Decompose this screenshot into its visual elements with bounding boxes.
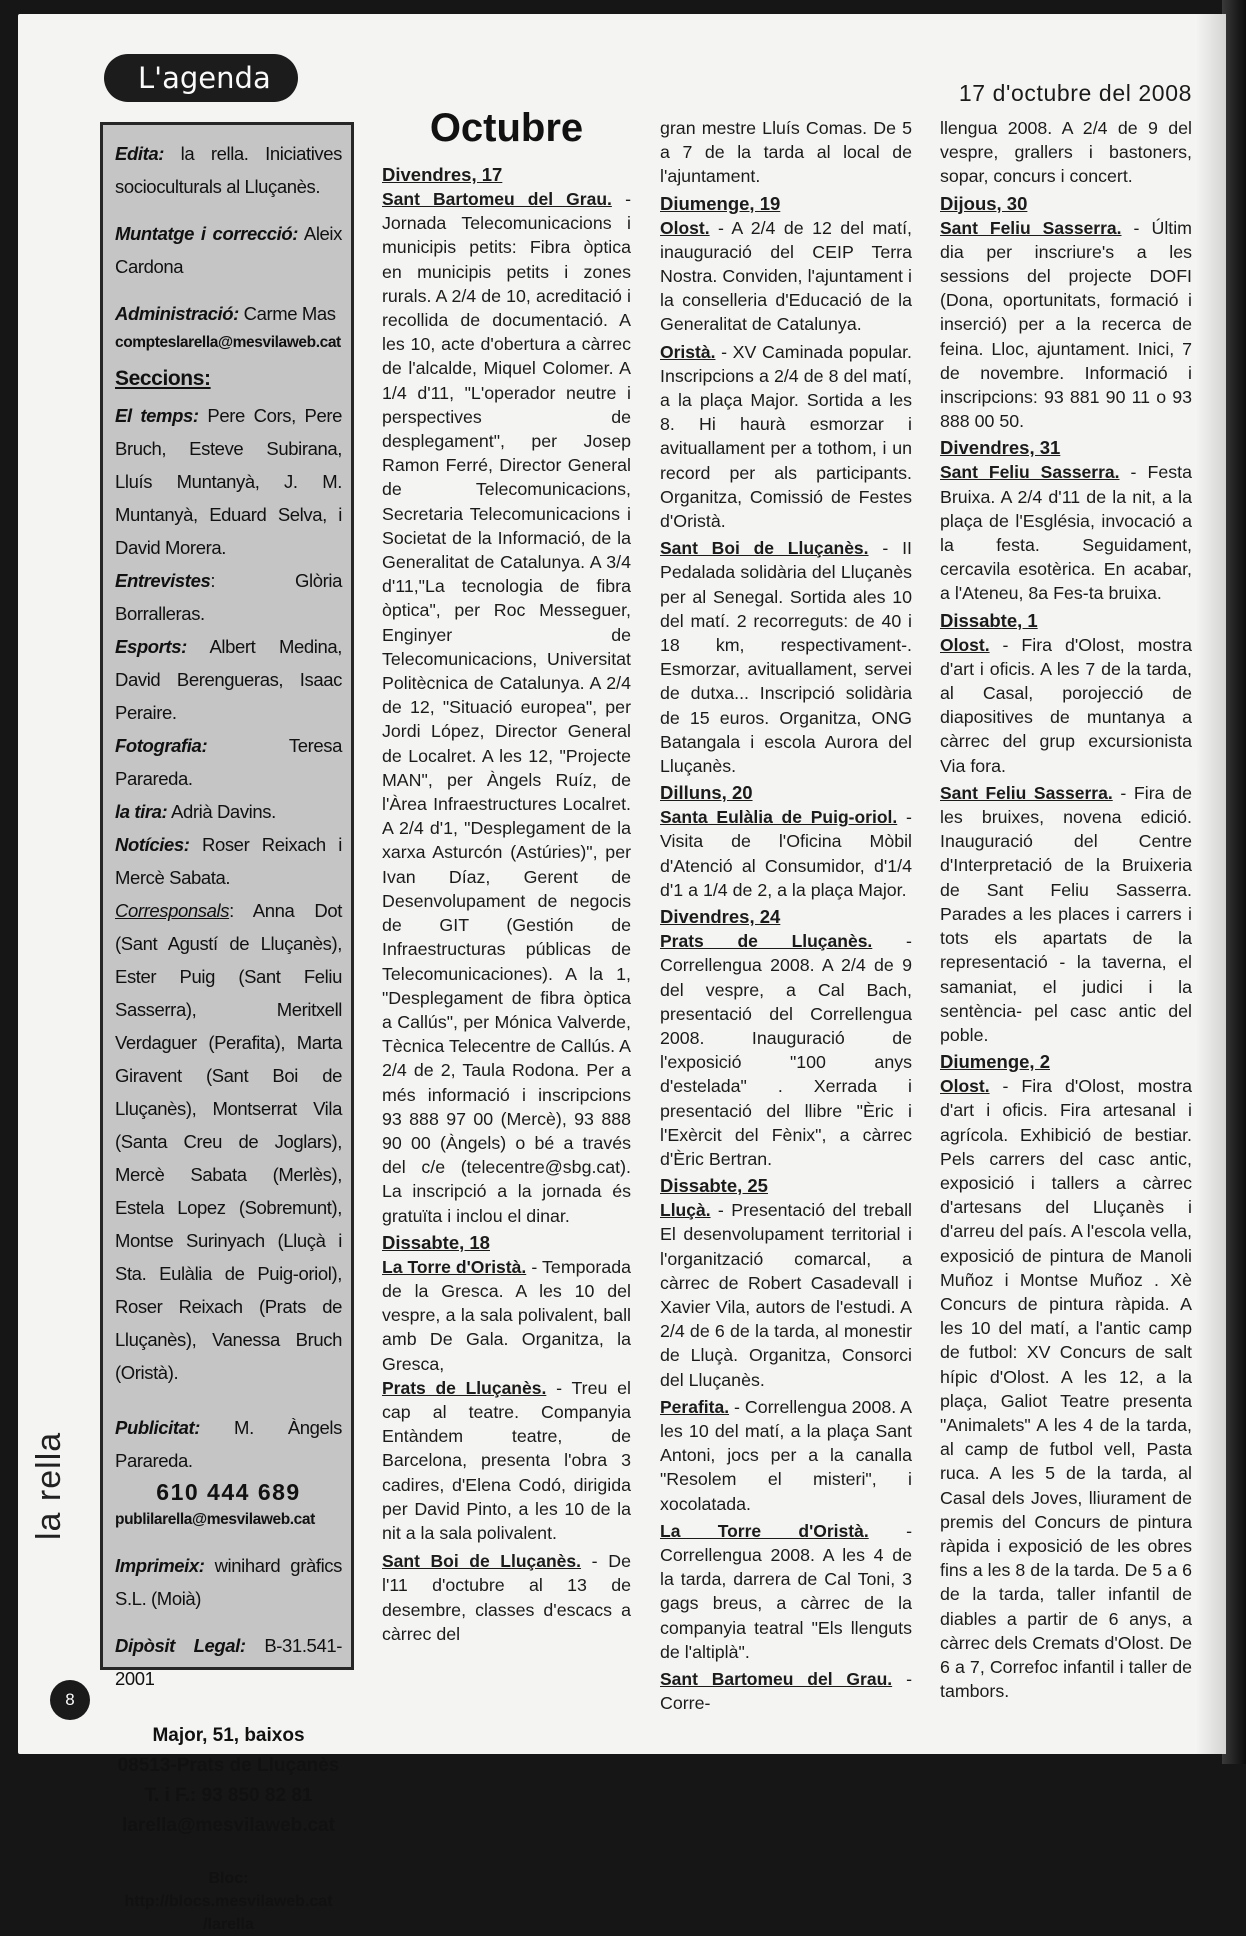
credit-value: la rella. Iniciatives socioculturals al Lluçanès.: [115, 143, 342, 197]
agenda-entry: [940, 216, 1192, 434]
page-curl-shade: [1196, 14, 1226, 1754]
agenda-entry: [660, 536, 912, 778]
agenda-column-3: [940, 116, 1192, 1703]
day-heading: Dilluns, 20: [660, 782, 753, 804]
entry-place: Perafita.: [660, 1396, 730, 1417]
address-phone: T. i F.: 93 850 82 81: [144, 1785, 313, 1806]
day-heading: Diumenge, 2: [940, 1051, 1050, 1073]
entry-text: - Jornada Telecomunicacions i municipis petits: Fibra òptica en municipis petits i zones rurals. A 2/4 de 10, acreditació i recollida de documentació. A les 10, acte d'obertura a càrrec de l'alcalde, Miquel Colomer. A 1/4 d'11, "L'operador neutre i perspectives de desplegament", per Josep Ramon Ferré, Director General de Telecomunicacions, Secretaria Telecomunicacions i Societat de la Informació, de la Generalitat de Catalunya. A 3/4 d'11,"La tecnologia de fibra òptica", per Roc Messeguer, Enginyer de Telecomunicacions, Universitat Politècnica de Catalunya. A 2/4 de 12, "Situació europea", per Jordi López, Director General de Localret. A les 12, "Projecte MAN", per Àngels Ruíz, de l'Àrea Infraestructures Localret. A 2/4 d'1, "Desplegament de la xarxa Asturcón (Astúries)", per Ivan Díaz, Gerent de Desenvolupament de negocis de GIT (Gestión de Infraestructuras públicas de Telecomunicaciones). A la 1, "Desplegament de fibra òptica a Callús", per Mónica Valverde, Tècnica Telecentre de Callús. A 2/4 de 2, Taula Rodona. Per a més informació i inscripcions 93 888 97 00 (Mercè), 93 888 90 00 (Àngels) o bé a través del c/e (telecentre@sbg.cat). La inscripció a la jornada és gratuïta i inclou el dinar.: [382, 189, 631, 1226]
entry-text: - Temporada de la Gresca. A les 10 del vespre, a la sala polivalent, ball amb De Gala. Organitza, la Gresca,: [382, 1256, 631, 1374]
day-heading: Dijous, 30: [940, 192, 1028, 214]
entry-place: La Torre d'Oristà.: [382, 1256, 527, 1277]
credit-label: Administració:: [115, 303, 239, 324]
credit-value: Aleix Cardona: [115, 223, 342, 277]
entry-place: Oristà.: [660, 341, 716, 362]
agenda-entry: [660, 216, 912, 337]
entry-text: - Fira d'Olost, mostra d'art i oficis. A les 7 de la tarda, al Casal, porojecció de diapositives de muntanya a càrrec del grup excursionista Via fora.: [940, 634, 1192, 776]
credit-value: Pere Cors, Pere Bruch, Esteve Subirana, Lluís Muntanyà, J. M. Muntanyà, Eduard Selva, i David Morera.: [115, 405, 343, 558]
entry-text: - Visita de l'Oficina Mòbil d'Atenció al Consumidor, d'1/4 d'1 a 1/4 de 2, a la plaça Major.: [660, 807, 912, 900]
address-street: Major, 51, baixos: [152, 1725, 305, 1746]
credit-value: Carme Mas: [238, 303, 336, 324]
credit-label: El temps:: [115, 405, 199, 426]
entry-text: - Correllengua 2008. A les 4 de la tarda, darrera de Cal Toni, 3 gags breus, a càrrec de la companyia teatral "Els llenguts de l'altiplà".: [660, 1520, 912, 1662]
issue-date: 17 d'octubre del 2008: [958, 80, 1192, 106]
day-heading: Dissabte, 1: [940, 609, 1038, 631]
entry-place: Sant Bartomeu del Grau.: [382, 189, 612, 209]
agenda-entry: [660, 929, 912, 1171]
agenda-entry: [660, 805, 912, 902]
credit-value: Albert Medina, David Berengueras, Isaac Peraire.: [115, 636, 342, 723]
credit-diposit: [115, 1629, 342, 1695]
publication-spine-title: la rella: [30, 1431, 68, 1540]
credit-label: Notícies:: [115, 834, 190, 855]
entry-text: - Festa Bruixa. A 2/4 d'11 de la nit, a la plaça de l'Església, invocació a la festa. Seguidament, cercavila esotèrica. En acabar, a l'Ateneu, 8a Fes-ta bruixa.: [940, 462, 1192, 604]
day-heading: Dissabte, 18: [382, 1231, 490, 1253]
day-heading: Dissabte, 25: [660, 1175, 768, 1197]
credit-label: Esports:: [115, 636, 187, 657]
entry-place: Lluçà.: [660, 1200, 711, 1221]
credit-label: Imprimeix:: [115, 1555, 205, 1576]
month-title: Octubre: [429, 106, 584, 150]
credit-value: M. Àngels Parareda.: [115, 1417, 342, 1471]
day-heading: Divendres, 17: [382, 164, 503, 185]
entry-text: - Treu el cap al teatre. Companyia Entàndem teatre, de Barcelona, presenta l'obra 3 cadires, d'Elena Codó, dirigida per David Pinto, a les 10 de la nit a la sala polivalent.: [382, 1377, 631, 1543]
agenda-entry: [382, 187, 631, 1228]
credit-label: Muntatge i correcció:: [115, 223, 299, 244]
credit-label: Edita:: [115, 143, 164, 164]
credit-imprimeix: [115, 1549, 342, 1615]
agenda-column-1: [382, 106, 631, 1646]
entry-place: Sant Boi de Lluçanès.: [660, 538, 869, 559]
credit-value: B-31.541-2001: [115, 1635, 342, 1689]
entry-place: Sant Boi de Lluçanès.: [382, 1551, 582, 1572]
entry-text: - Fira de les bruixes, novena edició. Inauguració del Centre d'Interpretació de la Bruixeria de Sant Feliu Sasserra. Parades a les places i carrers i tots els apartats de la representació - la taverna, el samaniat, el judici i la sentència- pel casc antic del poble.: [940, 782, 1192, 1045]
credit-edita: [115, 137, 342, 203]
entry-place: Olost.: [940, 634, 990, 655]
agenda-entry: [940, 1074, 1192, 1703]
agenda-entry: llengua 2008. A 2/4 de 9 del vespre, grallers i bastoners, sopar, concurs i concert.: [940, 118, 1192, 187]
agenda-entry: [940, 633, 1192, 778]
credit-value: Teresa Parareda.: [115, 735, 342, 789]
entry-place: Olost.: [940, 1076, 990, 1097]
entry-place: Sant Feliu Sasserra.: [940, 217, 1122, 238]
credit-label: Corresponsals: [115, 900, 230, 921]
contact-address: [115, 1721, 342, 1841]
credit-value: Adrià Davins.: [167, 801, 276, 822]
agenda-entry: [660, 1198, 912, 1392]
section-tab: L'agenda: [104, 54, 298, 102]
entry-place: Sant Feliu Sasserra.: [940, 462, 1120, 483]
credit-label: Fotografia:: [115, 735, 208, 756]
credit-muntatge: [115, 217, 342, 283]
agenda-entry: [940, 460, 1192, 605]
agenda-entry: [660, 340, 912, 534]
entry-text: - XV Caminada popular. Inscripcions a 2/4 de 8 del matí, a la plaça Major. Sortida a les 8. Hi haurà esmorzar i avituallament per a tothom, i un record per als participants. Organitza, Comissió de Festes d'Oristà.: [660, 341, 912, 532]
credit-value: : Glòria Borralleras.: [115, 570, 342, 624]
entry-text: - A 2/4 de 12 del matí, inauguració del CEIP Terra Nostra. Conviden, l'ajuntament i la conselleria d'Educació de la Generalitat de Catalunya.: [660, 217, 912, 335]
seccions-heading: Seccions:: [115, 367, 211, 390]
entry-text: - II Pedalada solidària del Lluçanès per al Senegal. Sortida ales 10 del matí. 2 recorreguts: de 40 i 18 km, respectivament-. Esmorzar, avituallament, servei de dutxa... Inscripció solidària de 15 euros. Organitza, ONG Batangala i escola Aurora del Lluçanès.: [660, 538, 912, 777]
credit-value: Roser Reixach i Mercè Sabata.: [115, 834, 342, 888]
credit-publicitat: [115, 1411, 342, 1531]
address-city: 08513-Prats de Lluçanès: [117, 1755, 340, 1776]
entry-text: - Correllengua 2008. A les 10 del matí, a la plaça Sant Antoni, jocs per a la canalla "Resolem el misteri", i xocolatada.: [660, 1396, 912, 1514]
day-heading: Divendres, 31: [940, 437, 1061, 459]
entry-place: Olost.: [660, 217, 710, 238]
credit-value: winihard gràfics S.L. (Moià): [115, 1555, 342, 1609]
blog-info: [115, 1867, 342, 1936]
entry-place: Sant Bartomeu del Grau.: [660, 1668, 893, 1689]
agenda-entry: [660, 1395, 912, 1516]
entry-text: - Presentació del treball El desenvolupament territorial i l'organització comarcal, a càrrec de Robert Casadevall i Xavier Vila, autors de l'estudi. A 2/4 de 6 de la tarda, al monestir de Lluçà. Organitza, Consorci del Lluçanès.: [660, 1200, 912, 1390]
agenda-entry: [660, 1519, 912, 1664]
entry-place: La Torre d'Oristà.: [660, 1520, 869, 1541]
entry-text: - De l'11 d'octubre al 13 de desembre, classes d'escacs a càrrec del: [382, 1551, 631, 1644]
blog-label: Bloc:: [208, 1870, 249, 1887]
admin-email: compteslarella@mesvilaweb.cat: [115, 334, 341, 351]
agenda-column-2: [660, 116, 912, 1715]
credit-label: Publicitat:: [115, 1417, 201, 1438]
publicitat-email: publilarella@mesvilaweb.cat: [115, 1511, 315, 1528]
agenda-entry: gran mestre Lluís Comas. De 5 a 7 de la tarda al local de l'ajuntament.: [660, 118, 912, 187]
blog-url: http://blocs.mesvilaweb.cat: [124, 1893, 333, 1910]
credit-seccions: [115, 362, 342, 1389]
entry-place: Sant Feliu Sasserra.: [940, 782, 1113, 803]
entry-text: - Corre-: [660, 1668, 912, 1714]
entry-text: - Últim dia per inscriure's a les sessions del projecte DOFI (Dona, oportunitats, formació i inserció) per a la recerca de feina. Lloc, ajuntament. Inici, 7 de novembre. Informació i inscripcions: 93 881 90 11 o 93 888 00 50.: [940, 217, 1192, 432]
entry-text: - Correllengua 2008. A 2/4 de 9 del vespre, a Cal Bach, presentació del Correllengua 2008. Inauguració de l'exposició "100 anys d'estelada" . Xerrada i presentació del llibre "Èric i l'Exèrcit del Fènix", a càrrec d'Èric Bertran.: [660, 931, 912, 1169]
entry-text: - Fira d'Olost, mostra d'art i oficis. Fira artesanal i agrícola. Exhibició de bestiar. Pels carrers del casc antic, exposició i tallers a càrrec d'artesans del Lluçanès i d'arreu del país. A l'escola vella, exposició de pintura de Manoli Muñoz i Montse Muñoz . Xè Concurs de pintura ràpida. A les 10 del matí, a l'antic camp de futbol: XV Concurs de salt hípic d'Olost. A les 12, a la plaça, Galiot Teatre presenta "Animalets" A les 4 de la tarda, al camp de futbol vell, Pasta ruca. A les 5 de la tarda, al Casal dels Joves, lliurament de premis del Concurs de pintura ràpida i exposició de les obres fins a les 8 de la tarda. De 5 a 6 de la tarda, taller infantil de diables a partir de 6 anys, a càrrec dels Cremats d'Olost. De 6 a 7, Correfoc infantil i taller de tambors.: [940, 1076, 1192, 1702]
publicitat-phone: 610 444 689: [156, 1479, 301, 1505]
agenda-entry: [382, 1376, 631, 1545]
agenda-entry: [940, 781, 1192, 1047]
entry-place: Prats de Lluçanès.: [382, 1377, 547, 1398]
agenda-entry: [660, 1667, 912, 1715]
day-heading: Diumenge, 19: [660, 192, 781, 214]
entry-place: Prats de Lluçanès.: [660, 931, 873, 952]
credits-sidebar: [100, 122, 354, 1933]
blog-url-path: /larella: [203, 1916, 254, 1933]
credit-label: Dipòsit Legal:: [115, 1635, 246, 1656]
entry-place: Santa Eulàlia de Puig-oriol.: [660, 807, 898, 828]
credit-administracio: [115, 297, 342, 354]
credit-value: : Anna Dot (Sant Agustí de Lluçanès), Ester Puig (Sant Feliu Sasserra), Meritxell Verdaguer (Perafita), Marta Giravent (Sant Boi de Lluçanès), Montserrat Vila (Santa Creu de Joglars), Mercè Sabata (Merlès), Estela Lopez (Sobremunt), Montse Surinyach (Lluçà i Sta. Eulàlia de Puig-oriol), Roser Reixach (Prats de Lluçanès), Vanessa Bruch (Oristà).: [115, 900, 342, 1383]
credit-label: la tira:: [115, 801, 168, 822]
page-number: 8: [50, 1680, 90, 1720]
day-heading: Divendres, 24: [660, 906, 781, 928]
address-email: larella@mesvilaweb.cat: [122, 1815, 335, 1836]
agenda-entry: [382, 1549, 631, 1646]
credit-label: Entrevistes: [115, 570, 211, 591]
agenda-entry: [382, 1255, 631, 1376]
